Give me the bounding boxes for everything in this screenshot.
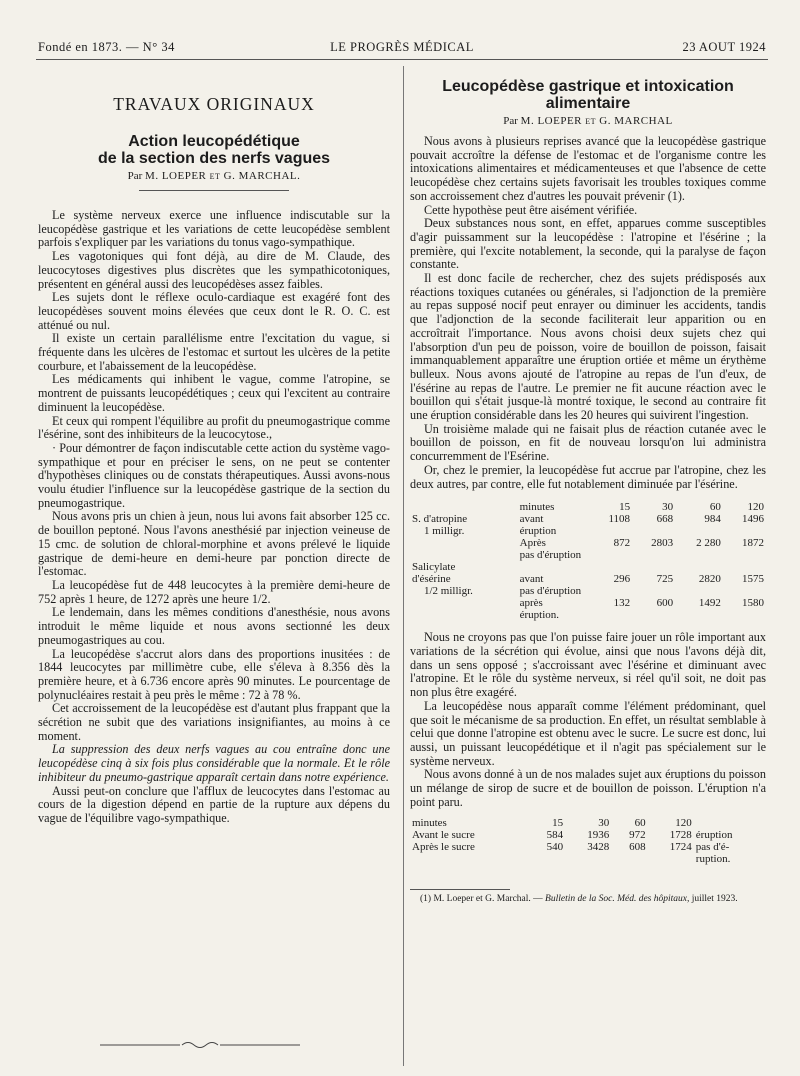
right-title-line2: alimentaire bbox=[545, 95, 631, 112]
footnote-date: juillet 1923. bbox=[691, 894, 738, 905]
paragraph: Il est donc facile de rechercher, chez des sujets prédisposés aux réactions toxiques cutanées ou générales, si l'adjonction de la première au repas supposé nocif peut enrayer ou diminuer les accidents, tandis que l'adjonction de la seconde faciliterait leur apparition ou en accroîtrait l'importance. Nous avons choisi deux sujets chez qui l'absorption d'un peu de poisson, voire de bouillon de poisson, faisait immanquablement apparaître une éruption ortiée et même un érythème bulleux. Nous avons ajouté de l'atropine au repas de l'un d'eux, de l'ésérine au repas de l'autre. Le premier ne fit aucune réaction avec le bouillon qui s'était jusque-là montré toxique, le second au contraire fit une éruption considérable dans les 20 heures qui suivirent l'ingestion. bbox=[410, 271, 766, 423]
table-cell: 132 bbox=[613, 597, 631, 610]
table-row-label: Après le sucre bbox=[412, 841, 475, 854]
table-header-cell: 30 bbox=[598, 817, 610, 830]
table-group-dose: 1 milligr. bbox=[424, 525, 465, 538]
table-row bbox=[410, 549, 766, 561]
header-journal-title: LE PROGRÈS MÉDICAL bbox=[330, 40, 474, 54]
right-byline bbox=[410, 115, 766, 127]
table-group-label: d'ésérine bbox=[412, 573, 451, 586]
table-row bbox=[410, 513, 766, 525]
paragraph: Il existe un certain parallélisme entre l'excitation du vague, si fréquente dans les ulcères de l'estomac et surtout les ulcères de la petite courbure, et l'abaissement de la leucopédèse. bbox=[38, 331, 390, 373]
right-column bbox=[410, 72, 766, 905]
right-by-prefix: Par bbox=[503, 115, 518, 127]
left-byline bbox=[38, 170, 390, 182]
paragraph: Aussi peut-on conclure que l'afflux de leucocytes dans l'estomac au cours de la digestion dépend en partie de la rupture aux dépens du vague de l'équilibre vago-sympathique. bbox=[38, 783, 390, 825]
sugar-table bbox=[410, 817, 766, 865]
left-title-line1: Action leucopédétique bbox=[128, 133, 300, 150]
table-cell: 872 bbox=[613, 537, 631, 550]
paragraph: Un troisième malade qui ne faisait plus de réaction cutanée avec le bouillon de poisson, en fit de nouveau lorsqu'on lui administra concurremment de l'Esérine. bbox=[410, 421, 766, 464]
footnote bbox=[410, 894, 766, 905]
paragraph: Deux substances nous sont, en effet, apparues comme susceptibles d'agir puissamment sur la leucopédèse : l'atropine et l'ésérine ; la première, qui l'excite notablement, la seconde, qui la paralyse de façon constante. bbox=[410, 216, 766, 272]
table-row bbox=[410, 561, 766, 573]
table-header-cell: 15 bbox=[619, 501, 631, 514]
paragraph: Nous avons pris un chien à jeun, nous lui avons fait absorber 125 cc. de bouillon peptoné. Nous l'avons anesthésié par injection veineuse de 15 cmc. de solution de chloral-morphine et avons prélevé le liquide gastrique de demi-heure en demi-heure par ponction directe de l'estomac. bbox=[38, 509, 390, 579]
paragraph: · Pour démontrer de façon indiscutable cette action du système vago-sympathique et pour en préciser le sens, on ne peut se contenter d'hypothèses cliniques ou de constats thérapeutiques. Aussi avons-nous voulu étudier l'influence sur la leucopédèse gastrique de la section du pneumogastrique. bbox=[38, 440, 390, 510]
table-header-label: minutes bbox=[519, 501, 555, 514]
table-group-dose: 1/2 milligr. bbox=[424, 585, 473, 598]
table-cell: 972 bbox=[629, 829, 646, 842]
left-authors: M. LOEPER et G. MARCHAL. bbox=[145, 170, 301, 182]
table-row bbox=[410, 609, 766, 621]
table-row-label: éruption. bbox=[519, 609, 560, 622]
left-title-rule bbox=[139, 190, 289, 191]
atropine-eserine-table bbox=[410, 501, 766, 621]
table-cell: 1575 bbox=[742, 573, 764, 586]
left-title-line2: de la section des nerfs vagues bbox=[97, 150, 331, 167]
table-row bbox=[410, 573, 766, 585]
table-cell: 2820 bbox=[698, 573, 721, 586]
table-cell: 668 bbox=[656, 513, 674, 526]
table-cell: 2803 bbox=[651, 537, 674, 550]
footnote-journal: Bulletin de la Soc. Méd. des hôpitaux, bbox=[545, 894, 690, 905]
table-header-label: minutes bbox=[412, 817, 447, 830]
table-header-row bbox=[410, 501, 766, 513]
table-row-label: pas d'éruption bbox=[519, 585, 582, 598]
table-cell: 600 bbox=[656, 597, 674, 610]
table-cell: 984 bbox=[704, 513, 721, 526]
right-title-line1: Leucopédèse gastrique et intoxication bbox=[442, 78, 734, 95]
table-row-label: pas d'éruption bbox=[519, 549, 582, 562]
table-cell: 1872 bbox=[742, 537, 764, 550]
table-cell: 1580 bbox=[742, 597, 764, 610]
table-row-label: avant bbox=[519, 513, 544, 526]
table-cell: 296 bbox=[613, 573, 631, 586]
paragraph-italic: La suppression des deux nerfs vagues au cou entraîne donc une leucopédèse cinq à six fois plus considérable que la normale. Et le rôle inhibiteur du pneumo-gastrique apparaît certain dans notre expérience. bbox=[38, 742, 390, 784]
paragraph: La leucopédèse nous apparaît comme l'élément prédominant, quel que soit le mécanisme de sa production. En effet, un résultat semblable à celui que donne l'atropine est obtenu avec le sucre. Le sucre est donc, lui aussi, un puissant leucopédétique et il n'agit pas spécialement sur le système nerveux. bbox=[410, 698, 766, 768]
table-header-cell: 120 bbox=[747, 501, 764, 514]
table-cell: 1496 bbox=[742, 513, 764, 526]
paragraph: Nous ne croyons pas que l'on puisse faire jouer un rôle important aux variations de la sécrétion qui évolue, ainsi que nous l'avons déjà dit, dans un sens opposé ; s'accroissant avec l'ésérine et diminuant avec l'atropine. Et le rôle du système nerveux, si réel qu'il soit, ne doit pas non plus être exagéré. bbox=[410, 630, 766, 700]
paragraph: La leucopédèse s'accrut alors dans des proportions inusitées : de 1844 leucocytes par millimètre cube, elle s'éleva à 8.356 dès la première heure, et à 6.736 encore après 90 minutes. Le pourcentage de polynucléaires restait à peu près le même : 72 à 78 %. bbox=[38, 646, 390, 702]
table-row-label: Après bbox=[519, 537, 546, 550]
table-row bbox=[410, 525, 766, 537]
paragraph: Or, chez le premier, la leucopédèse fut accrue par l'atropine, chez les deux autres, par contre, elle fut notablement diminuée par l'ésérine. bbox=[410, 462, 766, 491]
table-header-cell: 120 bbox=[675, 817, 692, 830]
table-cell: 1936 bbox=[587, 829, 610, 842]
paragraph: Et ceux qui rompent l'équilibre au profit du pneumogastrique comme l'ésérine, sont des inhibiteurs de la leucocytose., bbox=[38, 413, 390, 442]
table-note: ruption. bbox=[695, 853, 731, 866]
table-header-row bbox=[410, 817, 766, 829]
table-row bbox=[410, 537, 766, 549]
paragraph: Le lendemain, dans les mêmes conditions d'anesthésie, nous avons introduit le même liquide et nous avons sectionné les deux pneumogastriques au cou. bbox=[38, 605, 390, 647]
paragraph: Nous avons donné à un de nos malades sujet aux éruptions du poisson un mélange de sirop de sucre et de bouillon de poisson. L'éruption n'a point paru. bbox=[410, 767, 766, 809]
table-row-label: après bbox=[519, 597, 543, 610]
table-note: éruption bbox=[695, 829, 733, 842]
table-cell: 2 280 bbox=[696, 537, 721, 550]
paragraph: Les vagotoniques qui font déjà, au dire de M. Claude, des leucocytoses digestives plus discrètes que les sympathicotoniques, présentent en général aussi des leucopédèses assez faibles. bbox=[38, 249, 390, 291]
paragraph: Les médicaments qui inhibent le vague, comme l'atropine, se montrent de puissants leucopédétiques ; ceux qui l'excitent au contraire diminuent la leucopédèse. bbox=[38, 372, 390, 414]
paragraph: Le système nerveux exerce une influence indiscutable sur la leucopédèse gastrique et les variations de cette leucopédèse semblent parfois s'expliquer par les variations du tonus vago-sympathique. bbox=[38, 208, 390, 250]
header-founded: Fondé en 1873. — N° 34 bbox=[38, 40, 175, 54]
left-body bbox=[38, 209, 390, 826]
footnote-rule bbox=[410, 889, 510, 890]
table-header-cell: 60 bbox=[634, 817, 646, 830]
right-authors: M. LOEPER et G. MARCHAL bbox=[520, 115, 673, 127]
table-row-label: Avant le sucre bbox=[412, 829, 475, 842]
end-ornament bbox=[100, 1040, 300, 1050]
paragraph: Les sujets dont le réflexe oculo-cardiaque est exagéré font des leucopédèses souvent moins élevées que ceux dont le R. O. C. est atténué ou nul. bbox=[38, 290, 390, 332]
table-row bbox=[410, 829, 766, 841]
table-header-cell: 30 bbox=[662, 501, 674, 514]
column-divider bbox=[403, 66, 404, 1066]
header-date: 23 AOUT 1924 bbox=[682, 40, 766, 54]
table-cell: 1728 bbox=[669, 829, 692, 842]
table-header-cell: 15 bbox=[552, 817, 564, 830]
paragraph: Nous avons à plusieurs reprises avancé que la leucopédèse gastrique pouvait accroître la défense de l'estomac et de l'organisme contre les intoxications alimentaires et médicamenteuses et que l'absence de cette leucopédèse chez certains sujets favorisait les troubles toxiques comme son accroissement chez d'autres les pouvait prévenir (1). bbox=[410, 134, 766, 203]
table-cell: 540 bbox=[546, 841, 564, 854]
table-group-label: Salicylate bbox=[412, 561, 456, 574]
table-row-label: éruption bbox=[519, 525, 557, 538]
paragraph: Cette hypothèse peut être aisément vérifiée. bbox=[424, 202, 638, 217]
header-rule bbox=[36, 59, 768, 60]
table-row bbox=[410, 853, 766, 865]
paragraph: La leucopédèse fut de 448 leucocytes à la première demi-heure de 752 après 1 heure, de 1272 après une heure 1/2. bbox=[38, 577, 390, 606]
table-cell: 1108 bbox=[608, 513, 631, 526]
table-row bbox=[410, 585, 766, 597]
table-row bbox=[410, 841, 766, 853]
running-header bbox=[38, 40, 766, 56]
table-cell: 1492 bbox=[698, 597, 721, 610]
footnote-ref: (1) M. Loeper et G. Marchal. — bbox=[420, 894, 543, 905]
paragraph: Cet accroissement de la leucopédèse est d'autant plus frappant que la sécrétion ne subit que des variations insignifiantes, au moins à ce moment. bbox=[38, 701, 390, 743]
table-cell: 584 bbox=[546, 829, 564, 842]
left-column bbox=[38, 72, 390, 826]
table-cell: 1724 bbox=[669, 841, 692, 854]
table-row bbox=[410, 597, 766, 609]
right-body-b bbox=[410, 631, 766, 809]
table-cell: 608 bbox=[629, 841, 646, 854]
right-body-a bbox=[410, 135, 766, 491]
table-row-label: avant bbox=[519, 573, 544, 586]
left-article-title bbox=[38, 133, 390, 167]
section-title: TRAVAUX ORIGINAUX bbox=[113, 94, 315, 114]
table-cell: 3428 bbox=[587, 841, 610, 854]
table-group-label: S. d'atropine bbox=[412, 513, 468, 526]
table-header-cell: 60 bbox=[709, 501, 721, 514]
table-note: pas d'é- bbox=[695, 841, 730, 854]
left-by-prefix: Par bbox=[127, 170, 143, 182]
table-cell: 725 bbox=[656, 573, 674, 586]
right-article-title bbox=[410, 78, 766, 112]
